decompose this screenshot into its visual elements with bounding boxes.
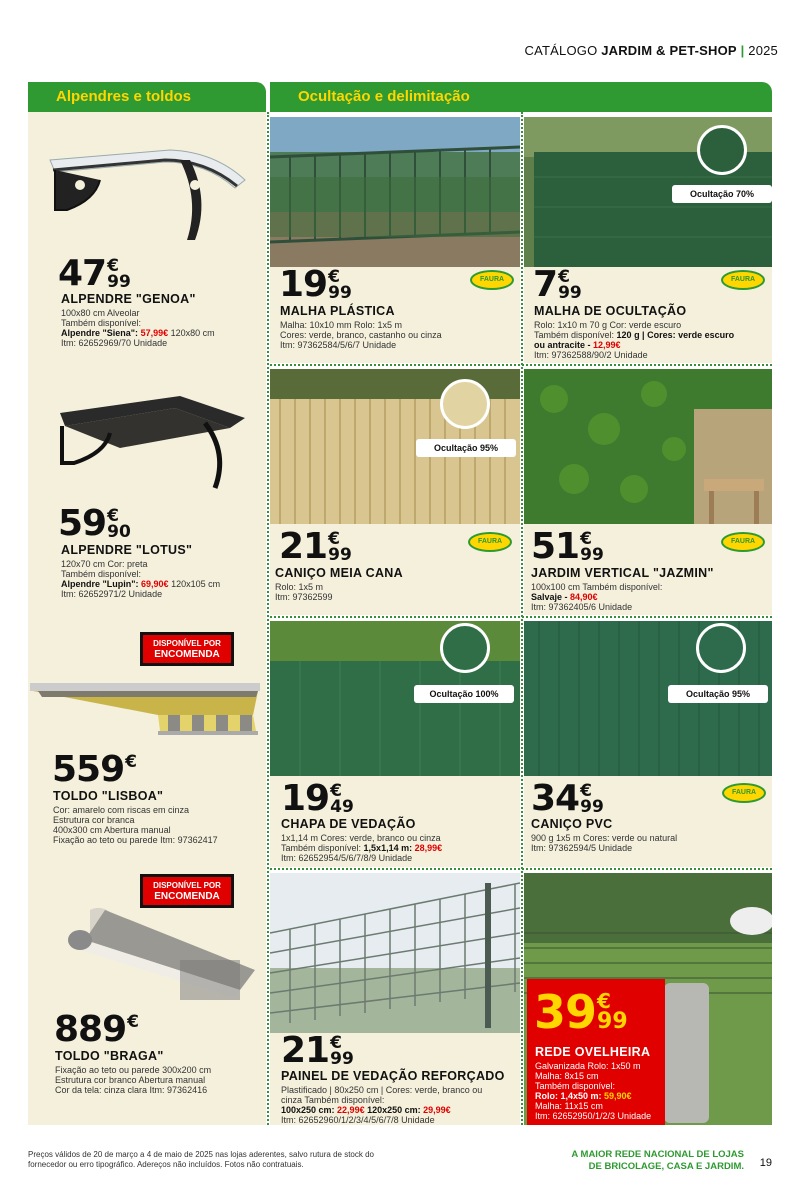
price-genoa: 47 € 99 [58, 253, 131, 294]
product-title: ALPENDRE "LOTUS" [61, 543, 193, 557]
section-fencing: Ocultação e delimitação [270, 82, 772, 112]
product-title: MALHA PLÁSTICA [280, 304, 395, 318]
faura-logo: FAURA [722, 783, 766, 803]
price-chapa-vedacao: 19 € 49 [281, 778, 354, 819]
product-rede-ovelheira [524, 873, 772, 1125]
product-details: 900 g 1x5 m Cores: verde ou natural Itm: 97362594/5 Unidade [531, 833, 678, 853]
brand-tagline: A MAIOR REDE NACIONAL DE LOJAS DE BRICOLAGE, CASA E JARDIM. [571, 1149, 744, 1172]
header-year: 2025 [748, 43, 778, 58]
grid-divider [270, 868, 772, 870]
faura-logo: FAURA [721, 532, 765, 552]
grid-divider [270, 616, 772, 618]
product-canico-pvc [524, 621, 772, 867]
price-rede-ovelheira: 39 € 99 [534, 985, 628, 1039]
product-details: 100x100 cm Também disponível: Salvaje - 84,90€ Itm: 97362405/6 Unidade [531, 582, 663, 612]
product-title: TOLDO "LISBOA" [53, 789, 164, 803]
price-canico-meia-cana: 21 € 99 [279, 526, 352, 567]
product-details: Rolo: 1x5 m Itm: 97362599 [275, 582, 333, 602]
product-title: TOLDO "BRAGA" [55, 1049, 164, 1063]
balcony-photo [270, 117, 520, 267]
awning-lotus-image [50, 388, 250, 493]
product-title: PAINEL DE VEDAÇÃO REFORÇADO [281, 1069, 505, 1083]
color-swatch [440, 623, 490, 673]
section-awnings: Alpendres e toldos [28, 82, 266, 112]
product-malha-ocultacao [524, 117, 772, 363]
availability-badge: DISPONÍVEL POR ENCOMENDA [140, 874, 234, 908]
header-separator: | [740, 43, 745, 58]
product-details: 120x70 cm Cor: preta Também disponível: Alpendre "Lupin": 69,90€ 120x105 cm Itm: 62652971/2 Unidade [61, 559, 221, 599]
availability-badge: DISPONÍVEL POR ENCOMENDA [140, 632, 234, 666]
occlusion-label: Ocultação 70% [672, 185, 772, 203]
price-canico-pvc: 34 € 99 [531, 778, 604, 819]
color-swatch [440, 379, 490, 429]
occlusion-label: Ocultação 100% [414, 685, 514, 703]
occlusion-label: Ocultação 95% [668, 685, 768, 703]
mesh-fence-photo [270, 873, 520, 1033]
occlusion-label: Ocultação 95% [416, 439, 516, 457]
product-title: CHAPA DE VEDAÇÃO [281, 817, 416, 831]
product-details: Galvanizada Rolo: 1x50 m Malha: 8x15 cm Também disponível: Rolo: 1,4x50 m: 59,90€ Malha: 11x15 cm Itm: 62652950/1/2/3 Unidade [535, 1061, 652, 1121]
faura-logo: FAURA [721, 270, 765, 290]
header-prefix: CATÁLOGO [524, 43, 598, 58]
awning-genoa-image [45, 140, 250, 245]
color-swatch [696, 623, 746, 673]
color-swatch [697, 125, 747, 175]
price-braga: 889 € [54, 1009, 139, 1050]
price-malha-ocultacao: 7 € 99 [533, 264, 582, 305]
grid-divider [521, 112, 523, 1125]
faura-logo: FAURA [468, 532, 512, 552]
page-number: 19 [759, 1157, 772, 1169]
product-details: Cor: amarelo com riscas em cinza Estrutura cor branca 400x300 cm Abertura manual Fixação ao teto ou parede Itm: 97362417 [53, 805, 218, 845]
product-details: Fixação ao teto ou parede 300x200 cm Estrutura cor branco Abertura manual Cor da tela: cinza clara Itm: 97362416 [55, 1065, 212, 1095]
product-title: CANIÇO MEIA CANA [275, 566, 403, 580]
header-title: JARDIM & PET-SHOP [601, 43, 737, 58]
price-painel-vedacao: 21 € 99 [281, 1030, 354, 1071]
product-title: REDE OVELHEIRA [535, 1045, 651, 1059]
product-details: Rolo: 1x10 m 70 g Cor: verde escuro Também disponível: 120 g | Cores: verde escuro ou antracite - 12,99€ Itm: 97362588/90/2 Unidade [534, 320, 735, 360]
product-title: MALHA DE OCULTAÇÃO [534, 304, 687, 318]
product-jardim-vertical [524, 369, 772, 615]
product-malha-plastica [270, 117, 520, 363]
price-jardim-vertical: 51 € 99 [531, 526, 604, 567]
product-details: 1x1,14 m Cores: verde, branco ou cinza Também disponível: 1,5x1,14 m: 28,99€ Itm: 62652954/5/6/7/8/9 Unidade [281, 833, 443, 863]
green-wall-photo [524, 369, 772, 524]
product-details: 100x80 cm Alveolar Também disponível: Alpendre "Siena": 57,99€ 120x80 cm Itm: 62652969/70 Unidade [61, 308, 215, 348]
grid-divider [270, 364, 772, 366]
product-title: CANIÇO PVC [531, 817, 613, 831]
price-lotus: 59 € 90 [58, 503, 131, 544]
price-lisboa: 559 € [52, 749, 137, 790]
price-disclaimer: Preços válidos de 20 de março a 4 de maio de 2025 nas lojas aderentes, salvo rutura de stock do fornecedor ou erro tipográfico. Adereços não incluídos. Fotos não contratuais. [28, 1150, 374, 1169]
dotted-divider [267, 112, 269, 1125]
product-details: Plastificado | 80x250 cm | Cores: verde, branco ou cinza Também disponível: 100x250 cm: 22,99€ 120x250 cm: 29,99€ Itm: 62652960/1/2/3/4/5/6/7/8 Unidade [281, 1085, 483, 1125]
faura-logo: FAURA [470, 270, 514, 290]
product-chapa-vedacao [270, 621, 520, 867]
product-title: JARDIM VERTICAL "JAZMIN" [531, 566, 714, 580]
awning-lisboa-image [28, 675, 263, 755]
product-painel-vedacao [270, 873, 520, 1125]
catalog-header [525, 43, 778, 58]
product-details: Malha: 10x10 mm Rolo: 1x5 m Cores: verde, branco, castanho ou cinza Itm: 97362584/5/6/7 Unidade [280, 320, 442, 350]
awning-braga-image [30, 900, 260, 1010]
price-malha-plastica: 19 € 99 [279, 264, 352, 305]
product-canico-meia-cana [270, 369, 520, 615]
product-title: ALPENDRE "GENOA" [61, 292, 196, 306]
